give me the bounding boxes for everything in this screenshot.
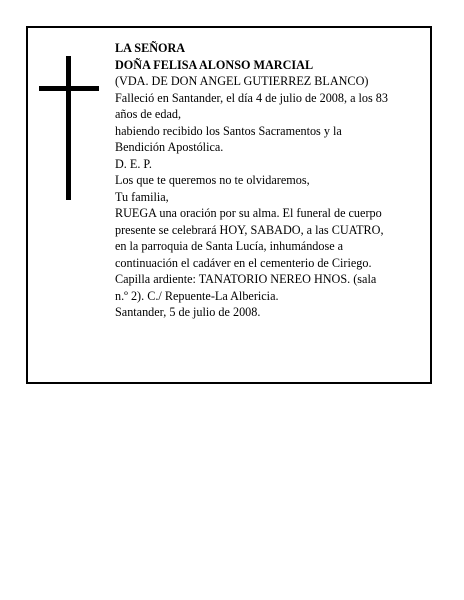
cross-horizontal-bar xyxy=(39,86,99,91)
request-line-3: en la parroquia de Santa Lucía, inhumándose a xyxy=(115,239,344,253)
sacraments-line-2: Bendición Apostólica. xyxy=(115,140,224,154)
death-line-1: Falleció en Santander, el día 4 de julio de 2008, a los 83 xyxy=(115,90,388,105)
request-line-2: presente se celebrará HOY, SABADO, a las CUATRO, xyxy=(115,222,384,237)
cross-vertical-bar xyxy=(66,56,71,200)
cross-icon xyxy=(39,56,99,200)
chapel-paragraph xyxy=(115,271,423,304)
widow-of-line: (VDA. DE DON ANGEL GUTIERREZ BLANCO) xyxy=(115,74,369,88)
request-line-4: continuación el cadáver en el cementerio de Ciriego. xyxy=(115,255,372,270)
death-line-2: años de edad, xyxy=(115,107,181,121)
deceased-name: DOÑA FELISA ALONSO MARCIAL xyxy=(115,57,314,72)
request-paragraph xyxy=(115,205,423,271)
sacraments-line-1: habiendo recibido los Santos Sacramentos y la xyxy=(115,123,342,138)
dateline: Santander, 5 de julio de 2008. xyxy=(115,305,261,319)
notice-text xyxy=(115,40,423,321)
chapel-line-1: Capilla ardiente: TANATORIO NEREO HNOS. (sala xyxy=(115,272,377,286)
rip-line: D. E. P. xyxy=(115,156,152,171)
notice-title: LA SEÑORA xyxy=(115,41,186,55)
obituary-notice xyxy=(26,26,432,384)
death-paragraph xyxy=(115,90,423,123)
chapel-line-2: n.º 2). C./ Repuente-La Albericia. xyxy=(115,288,279,303)
sacraments-paragraph xyxy=(115,123,423,156)
request-line-1: RUEGA una oración por su alma. El funeral de cuerpo xyxy=(115,206,382,220)
family-line: Tu familia, xyxy=(115,189,169,204)
memory-line: Los que te queremos no te olvidaremos, xyxy=(115,173,310,187)
